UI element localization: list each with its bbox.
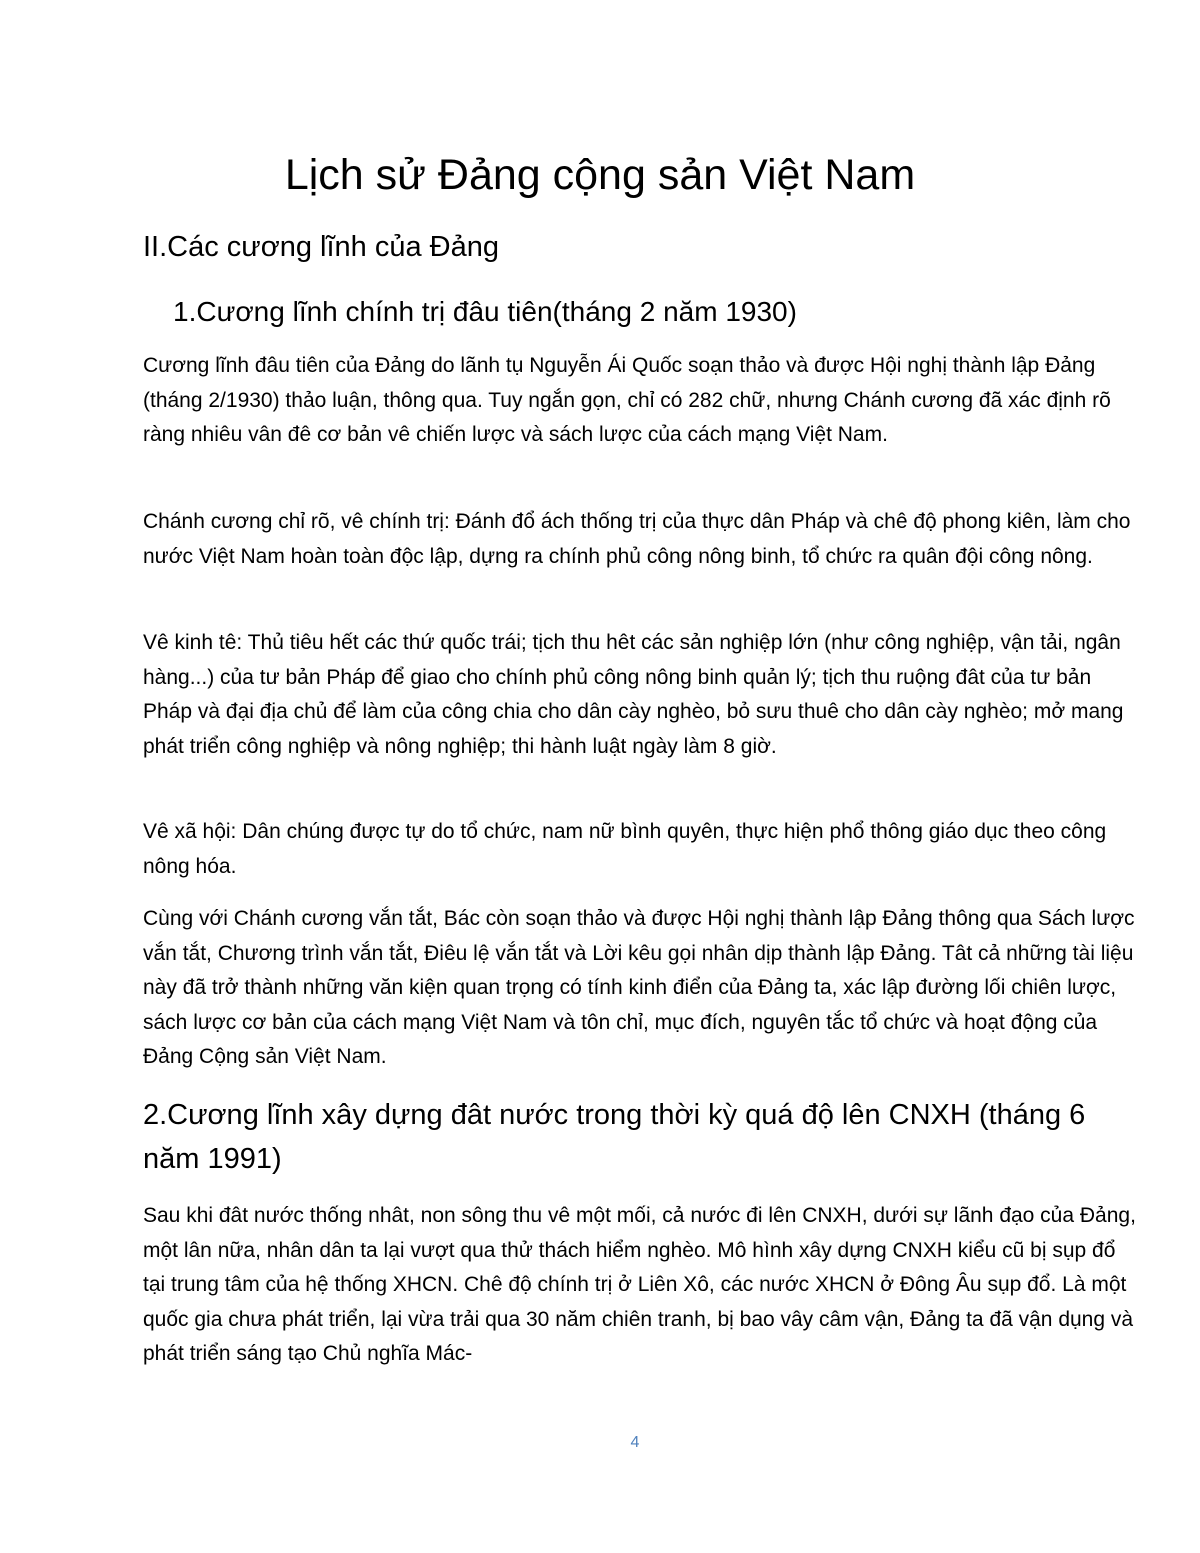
subsection-heading-1: 1.Cương lĩnh chính trị đâu tiên(tháng 2 năm 1930) [173, 296, 797, 327]
paragraph-4: Vê xã hội: Dân chúng được tự do tổ chức, nam nữ bình quyên, thực hiện phổ thông giáo dục theo công nông hóa. [143, 820, 1107, 878]
document-title: Lịch sử Đảng cộng sản Việt Nam [284, 151, 916, 199]
paragraph-2: Chánh cương chỉ rõ, vê chính trị: Đánh đổ ách thống trị của thực dân Pháp và chê độ phong kiên, làm cho nước Việt Nam hoàn toàn độc lập, dựng ra chính phủ công nông binh, tổ chức ra quân đội công nông. [143, 510, 1131, 568]
section-heading: II.Các cương lĩnh của Đảng [143, 231, 500, 263]
subsection-heading-2: 2.Cương lĩnh xây dựng đât nước trong thời kỳ quá độ lên CNXH (tháng 6 năm 1991) [143, 1099, 1086, 1175]
page-number: 4 [630, 1434, 640, 1451]
paragraph-3: Vê kinh tê: Thủ tiêu hết các thứ quốc trái; tịch thu hêt các sản nghiệp lớn (như công nghiệp, vận tải, ngân hàng...) của tư bản Pháp để giao cho chính phủ công nông binh quản lý; tịch thu ruộng đât của tư bản Pháp và đại địa chủ để làm của công chia cho dân cày nghèo, bỏ sưu thuê cho dân cày nghèo; mở mang phát triển công nghiệp và nông nghiệp; thi hành luật ngày làm 8 giờ. [143, 631, 1124, 758]
paragraph-1: Cương lĩnh đâu tiên của Đảng do lãnh tụ Nguyễn Ái Quốc soạn thảo và được Hội nghị thành lập Đảng (tháng 2/1930) thảo luận, thông qua. Tuy ngắn gọn, chỉ có 282 chữ, nhưng Chánh cương đã xác định rõ ràng nhiêu vân đê cơ bản vê chiến lược và sách lược của cách mạng Việt Nam. [143, 354, 1111, 446]
paragraph-5: Cùng với Chánh cương vắn tắt, Bác còn soạn thảo và được Hội nghị thành lập Đảng thông qua Sách lược vắn tắt, Chương trình vắn tắt, Điêu lệ vắn tắt và Lời kêu gọi nhân dịp thành lập Đảng. Tât cả những tài liệu này đã trở thành những văn kiện quan trọng có tính kinh điển của Đảng ta, xác lập đường lối chiên lược, sách lược cơ bản của cách mạng Việt Nam và tôn chỉ, mục đích, nguyên tắc tổ chức và hoạt động của Đảng Cộng sản Việt Nam. [143, 907, 1135, 1068]
paragraph-6: Sau khi đât nước thống nhât, non sông thu vê một mối, cả nước đi lên CNXH, dưới sự lãnh đạo của Đảng, một lân nữa, nhân dân ta lại vượt qua thử thách hiểm nghèo. Mô hình xây dựng CNXH kiểu cũ bị sụp đổ tại trung tâm của hệ thống XHCN. Chê độ chính trị ở Liên Xô, các nước XHCN ở Đông Âu sụp đổ. Là một quốc gia chưa phát triển, lại vừa trải qua 30 năm chiên tranh, bị bao vây câm vận, Đảng ta đã vận dụng và phát triển sáng tạo Chủ nghĩa Mác- [143, 1204, 1136, 1365]
